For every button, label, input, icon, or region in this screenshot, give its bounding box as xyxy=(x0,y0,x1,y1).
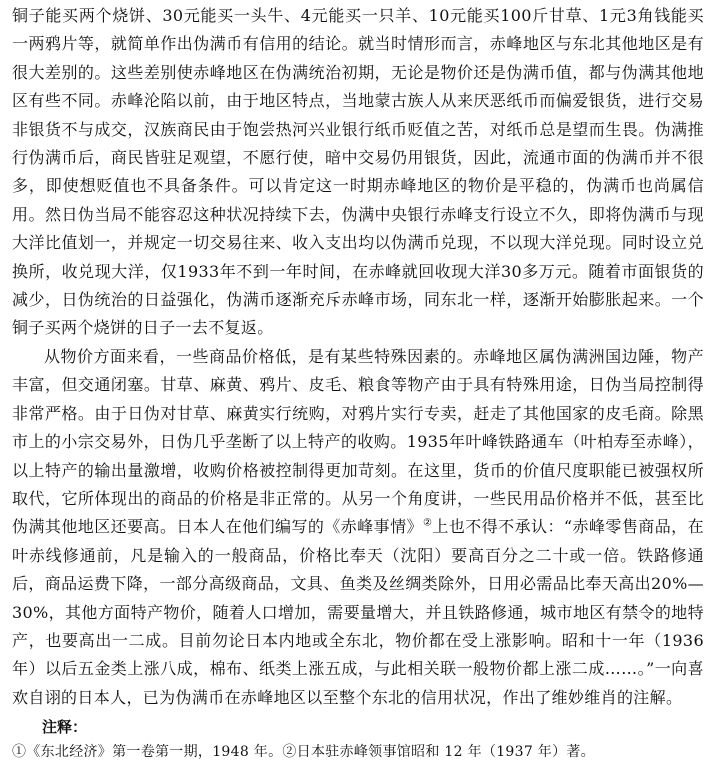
paragraph-2-text-b: 上也不得不承认：“赤峰零售商品，在叶赤线修通前，凡是输入的一般商品，价格比奉天（沈阳）要高百分之二十或一倍。铁路修通后，商品运费下降，一部分高级商品，文具、鱼类及丝绸类除外，日用必需品比奉天高出20%—30%，其他方面特产物价，随着人口增加，需要量增大，并且铁路修通，城市地区有禁令的地特产，也要高出一二成。目前勿论日本内地或全东北，物价都在受上涨影响。昭和十一年（1936年）以后五金类上涨八成，棉布、纸类上涨五成，与此相关联一般物价都上涨二成……。”一向喜欢自诩的日本人，已为伪满币在赤峰地区以至整个东北的信用状况，作出了维妙维肖的注解。 xyxy=(12,517,704,707)
notes-title: 注释： xyxy=(42,718,88,737)
paragraph-2 xyxy=(12,343,704,712)
notes-text: ①《东北经济》第一卷第一期，1948 年。②日本驻赤峰领事馆昭和 12 年（1937 年）著。 xyxy=(12,744,595,761)
paragraph-1: 铜子能买两个烧饼、30元能买一头牛、4元能买一只羊、10元能买100斤甘草、1元3角钱能买一两鸦片等，就简单作出伪满币有信用的结论。就当时情形而言，赤峰地区与东北其他地区是有很大差别的。这些差别使赤峰地区在伪满统治初期，无论是物价还是伪满币值，都与伪满其他地区有些不同。赤峰沦陷以前，由于地区特点，当地蒙古族人从来厌恶纸币而偏爱银货，进行交易非银货不与成交，汉族商民由于饱尝热河兴业银行纸币贬值之苦，对纸币总是望而生畏。伪满推行伪满币后，商民皆驻足观望，不愿行使，暗中交易仍用银货，因此，流通市面的伪满币并不很多，即使想贬值也不具备条件。可以肯定这一时期赤峰地区的物价是平稳的，伪满币也尚属信用。然日伪当局不能容忍这种状况持续下去，伪满中央银行赤峰支行设立不久，即将伪满币与现大洋比值划一，并规定一切交易往来、收入支出均以伪满币兑现，不以现大洋兑现。同时设立兑换所，收兑现大洋，仅1933年不到一年时间，在赤峰就回收现大洋30多万元。随着市面银货的减少，日伪统治的日益强化，伪满币逐渐充斥赤峰市场，同东北一样，逐渐开始膨胀起来。一个铜子买两个烧饼的日子一去不复返。 xyxy=(12,6,704,338)
paragraph-2-text-a: 从物价方面来看，一些商品价格低，是有某些特殊因素的。赤峰地区属伪满洲国边陲，物产丰富，但交通闭塞。甘草、麻黄、鸦片、皮毛、粮食等物产由于具有特殊用途，日伪当局控制得非常严格。由于日伪对甘草、麻黄实行统购，对鸦片实行专卖，赶走了其他国家的皮毛商。除黑市上的小宗交易外，日伪几乎垄断了以上特产的收购。1935年叶峰铁路通车（叶柏寿至赤峰），以上特产的输出量激增，收购价格被控制得更加苛刻。在这里，货币的价值尺度职能已被强权所取代，它所体现出的商品的价格是非正常的。从另一个角度讲，一些民用品价格并不低，甚至比伪满其他地区还要高。日本人在他们编写的《赤峰事情》 xyxy=(12,346,704,537)
footnote-ref-2: ② xyxy=(423,517,433,529)
